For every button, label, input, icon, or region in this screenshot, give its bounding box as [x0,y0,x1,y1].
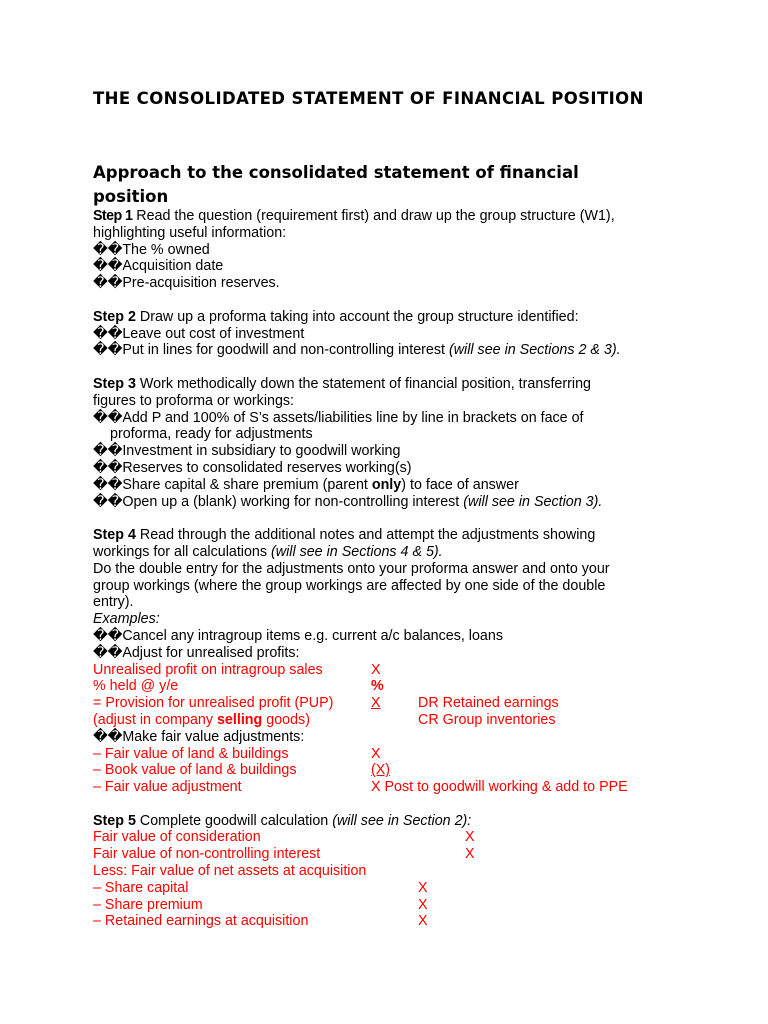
gw-label: – Retained earnings at acquisition [93,913,309,930]
pup-label: (adjust in company [93,711,217,728]
step1-line [93,208,753,225]
step1-text: Read the question (requirement first) and draw up the group structure (W1), [132,208,615,224]
examples-label: Examples: [93,611,160,628]
step1-bullet: ��The % owned [93,241,210,258]
step3-b4-only: only [371,476,402,493]
step3-bullet-cont: proforma, ready for adjustments [110,426,313,443]
step4-note: (will see in Sections 4 & 5). [271,543,443,560]
pup-value: X [371,695,381,712]
gw-label: Fair value of non-controlling interest [93,846,321,863]
fv-value: (X) [371,762,391,779]
step4-text: Read through the additional notes and attempt the adjustments showing [135,527,596,544]
gw-value: X [465,829,475,846]
pup-label: % held @ y/e [93,678,179,695]
pup-value: % [371,678,384,695]
pup-row [93,712,753,729]
step2-bullet2-text: ��Put in lines for goodwill and non-controlling interest [93,342,449,359]
step3-label: Step 3 [93,375,136,392]
step4-text2 [93,544,753,561]
step2-bullet2-note: (will see in Sections 2 & 3). [448,342,621,359]
step2-label: Step 2 [93,308,136,325]
step3-b4a: ��Share capital & share premium (parent [93,476,372,493]
gw-label: – Share premium [93,896,203,913]
step4-label: Step 4 [93,527,136,544]
step3-bullet [93,494,753,511]
fv-post: X Post to goodwill working & add to PPE [371,779,628,796]
step2-bullet: ��Leave out cost of investment [93,325,305,342]
example-bullet: ��Cancel any intragroup items e.g. current a/c balances, loans [93,627,503,644]
gw-row [93,846,753,863]
step5-label: Step 5 [93,812,136,829]
document-title: THE CONSOLIDATED STATEMENT OF FINANCIAL POSITION [93,89,644,108]
pup-cr: CR Group inventories [418,711,556,728]
fv-label: – Fair value of land & buildings [93,745,289,762]
pup-dr: DR Retained earnings [418,695,559,712]
pup-row [93,662,753,679]
step3-line [93,376,753,393]
step3-bullet [93,477,753,494]
gw-label: Fair value of consideration [93,829,261,846]
step1-bullet: ��Acquisition date [93,258,224,275]
fv-value: X [371,745,381,762]
step1-bullet: ��Pre-acquisition reserves. [93,275,280,292]
gw-row: Less: Fair value of net assets at acquisition [93,863,367,880]
fv-label: – Book value of land & buildings [93,762,297,779]
step3-bullet: ��Investment in subsidiary to goodwill working [93,443,401,460]
step1-label: Step 1 [93,208,133,224]
pup-row [93,678,753,695]
step4-p3: entry). [93,594,134,611]
gw-value: X [418,896,428,913]
pup-selling: selling [216,711,263,728]
pup-label: = Provision for unrealised profit (PUP) [93,695,334,712]
step3-text: Work methodically down the statement of financial position, transferring [135,375,591,392]
gw-row [93,913,753,930]
gw-row [93,897,753,914]
step3-b5-note: (will see in Section 3). [463,493,603,510]
step3-b5a: ��Open up a (blank) working for non-controlling interest [93,493,464,510]
pup-row [93,695,753,712]
example-bullet: ��Adjust for unrealised profits: [93,644,300,661]
step4-text2a: workings for all calculations [93,543,271,560]
gw-label: – Share capital [93,879,189,896]
step3-b4c: ) to face of answer [401,476,519,493]
gw-row [93,880,753,897]
example-bullet: ��Make fair value adjustments: [93,728,305,745]
step4-p1: Do the double entry for the adjustments onto your proforma answer and onto your [93,560,610,577]
step2-bullet [93,342,753,359]
pup-value: X [371,661,381,678]
step3-bullet: ��Reserves to consolidated reserves working(s) [93,459,412,476]
step5-note: (will see in Section 2): [332,812,472,829]
step1-text2: highlighting useful information: [93,224,287,241]
step2-line [93,309,753,326]
pup-label: Unrealised profit on intragroup sales [93,661,323,678]
step5-text: Complete goodwill calculation [135,812,333,829]
step3-text2: figures to proforma or workings: [93,392,295,409]
step4-p2: group workings (where the group workings are affected by one side of the double [93,577,606,594]
step2-text: Draw up a proforma taking into account the group structure identified: [135,308,579,325]
fv-label: – Fair value adjustment [93,779,242,796]
fv-row [93,746,753,763]
step3-bullet: ��Add P and 100% of S’s assets/liabilities line by line in brackets on face of [93,409,584,426]
gw-row [93,829,753,846]
gw-value: X [465,846,475,863]
step5-line [93,813,753,830]
gw-value: X [418,913,428,930]
fv-row [93,762,753,779]
step4-line [93,527,753,544]
gw-value: X [418,879,428,896]
document-body [93,208,753,930]
fv-row [93,779,753,796]
pup-label-end: goods) [262,711,310,728]
section-heading: Approach to the consolidated statement of financial position [93,163,579,206]
